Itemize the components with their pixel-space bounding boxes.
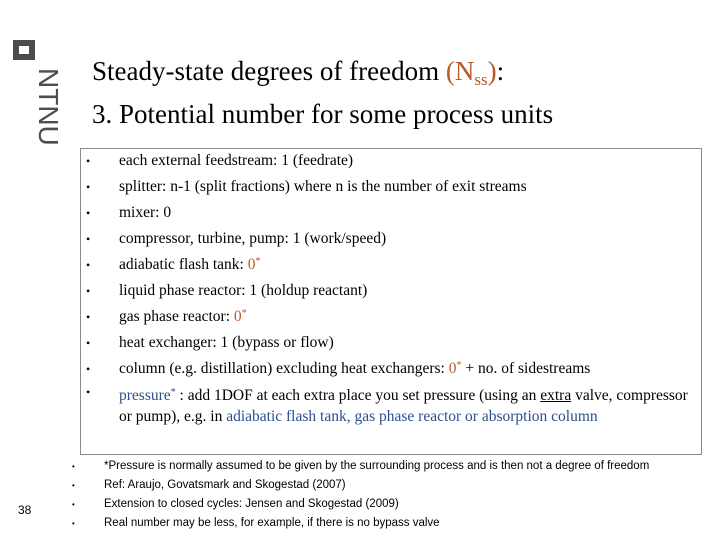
bullet-mixer: • mixer: 0 <box>86 200 696 226</box>
bullet-column <box>86 356 696 382</box>
page-number: 38 <box>18 503 32 517</box>
title-accent-close: ) <box>487 56 497 86</box>
title-line-2: 3. Potential number for some process units <box>92 99 554 129</box>
column-value <box>449 360 462 377</box>
title-accent <box>445 56 497 89</box>
footnote-pressure: • *Pressure is normally assumed to be given by the surrounding process and is then not a degree of freedom <box>72 457 649 476</box>
title-subscript: ss <box>474 70 488 89</box>
pressure-label: pressure <box>119 387 171 404</box>
flash-tank-star: * <box>255 256 261 267</box>
footnote-ref: • Ref: Araujo, Govatsmark and Skogestad (2007) <box>72 476 649 495</box>
column-text: column (e.g. distillation) excluding heat exchangers: <box>119 360 449 377</box>
bullet-pressure <box>86 382 696 427</box>
footnote-real-number: • Real number may be less, for example, if there is no bypass valve <box>72 514 649 533</box>
flash-tank-value <box>248 256 261 273</box>
footnotes <box>72 457 649 533</box>
bullet-compressor: • compressor, turbine, pump: 1 (work/speed) <box>86 226 696 252</box>
title-line-1 <box>92 54 553 97</box>
bullet-liquid-reactor: • liquid phase reactor: 1 (holdup reactant) <box>86 278 696 304</box>
gas-reactor-text: gas phase reactor: <box>119 308 234 325</box>
title-prefix: Steady-state degrees of freedom <box>92 56 446 86</box>
bullet-splitter: • splitter: n-1 (split fractions) where n is the number of exit streams <box>86 174 696 200</box>
pressure-text-2: valve, compressor or pump), e.g. in <box>119 387 688 425</box>
bullet-feedstream: • each external feedstream: 1 (feedrate) <box>86 148 696 174</box>
column-zero: 0 <box>448 360 457 377</box>
pressure-examples: adiabatic flash tank, gas phase reactor or absorption column <box>226 408 598 425</box>
title-accent-n: (N <box>445 56 475 86</box>
gas-reactor-value <box>234 308 247 325</box>
footnote-extension: • Extension to closed cycles: Jensen and Skogestad (2009) <box>72 495 649 514</box>
pressure-extra: extra <box>540 387 572 404</box>
pressure-text: : add 1DOF at each extra place you set pressure (using an <box>175 387 541 404</box>
gas-reactor-star: * <box>241 308 247 319</box>
bullet-flash-tank <box>86 252 696 278</box>
slide-title <box>92 54 553 131</box>
logo-text: NTNU <box>33 68 64 146</box>
bullet-list <box>86 148 696 427</box>
pressure-word <box>119 387 176 404</box>
column-star: * <box>456 360 462 371</box>
pressure-star: * <box>170 387 176 398</box>
flash-tank-zero: 0 <box>247 256 256 273</box>
column-suffix: + no. of sidestreams <box>461 360 591 377</box>
title-suffix: : <box>496 56 505 86</box>
sidebar <box>0 0 64 540</box>
gas-reactor-zero: 0 <box>233 308 242 325</box>
bullet-gas-reactor <box>86 304 696 330</box>
bullet-heat-exchanger: • heat exchanger: 1 (bypass or flow) <box>86 330 696 356</box>
ntnu-logo-icon <box>9 40 64 180</box>
flash-tank-text: adiabatic flash tank: <box>119 256 248 273</box>
